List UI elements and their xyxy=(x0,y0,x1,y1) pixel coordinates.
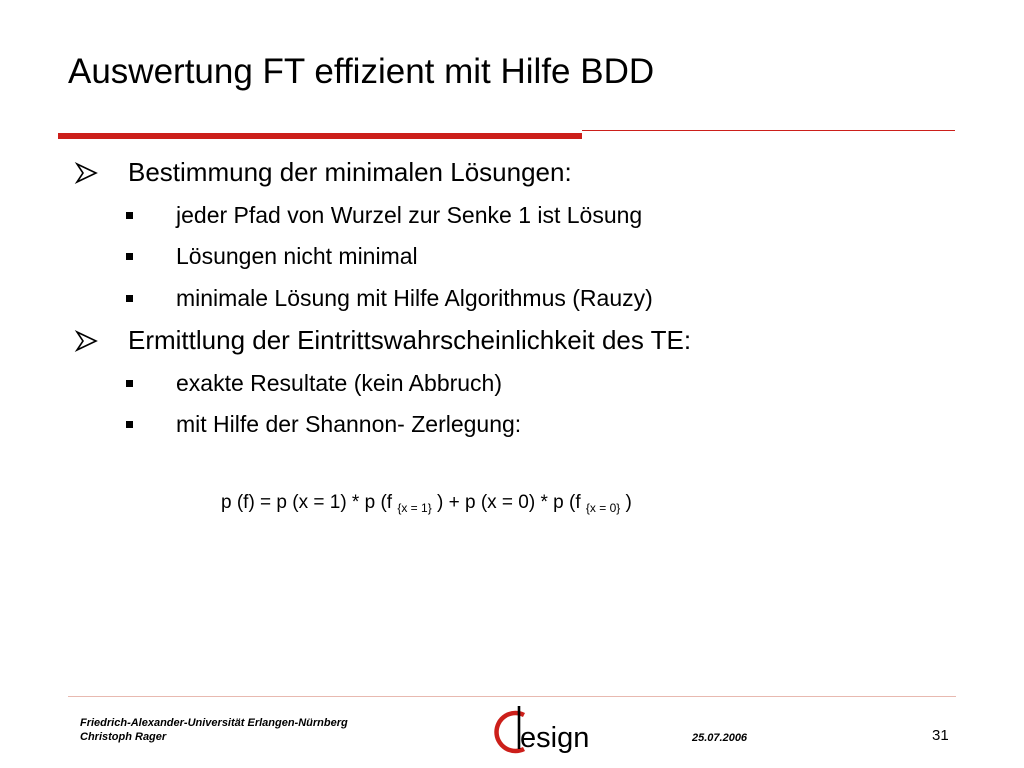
slide-title: Auswertung FT effizient mit Hilfe BDD xyxy=(68,52,655,91)
sub-bullet-text: mit Hilfe der Shannon- Zerlegung: xyxy=(176,411,522,437)
arrow-bullet-icon xyxy=(74,324,104,356)
bullet-1-text: Bestimmung der minimalen Lösungen: xyxy=(128,157,572,187)
design-logo xyxy=(490,705,610,757)
square-bullet-icon xyxy=(126,380,133,387)
sub-bullet-text: exakte Resultate (kein Abbruch) xyxy=(176,370,503,396)
sub-bullet-text: minimale Lösung mit Hilfe Algorithmus (Rauzy) xyxy=(176,285,653,311)
logo-text: esign xyxy=(520,722,590,754)
square-bullet-icon xyxy=(126,212,133,219)
bullet-2-text: Ermittlung der Eintrittswahrscheinlichkeit des TE: xyxy=(128,325,692,355)
footer-divider xyxy=(68,696,956,697)
title-underline-thick xyxy=(58,133,582,139)
page-number: 31 xyxy=(932,727,949,744)
square-bullet-icon xyxy=(126,421,133,428)
footer-date: 25.07.2006 xyxy=(692,732,748,744)
formula-subscript: {x = 0} xyxy=(585,501,621,515)
formula-subscript: {x = 1} xyxy=(397,501,432,515)
formula-part: ) + p (x = 0) * p (f xyxy=(431,492,586,513)
footer-info xyxy=(80,716,348,744)
formula-part: ) xyxy=(620,492,632,513)
square-bullet-icon xyxy=(126,253,133,260)
formula-part: p (f) = p (x = 1) * p (f xyxy=(221,492,398,513)
sub-bullet-text: jeder Pfad von Wurzel zur Senke 1 ist Lösung xyxy=(176,202,643,228)
arrow-bullet-icon xyxy=(74,156,104,188)
sub-bullet-text: Lösungen nicht minimal xyxy=(176,243,418,269)
square-bullet-icon xyxy=(126,295,133,302)
footer-institution: Friedrich-Alexander-Universität Erlangen-Nürnberg xyxy=(80,717,348,729)
title-underline-thin xyxy=(582,130,955,131)
shannon-formula xyxy=(221,491,632,516)
footer-author: Christoph Rager xyxy=(80,731,167,743)
